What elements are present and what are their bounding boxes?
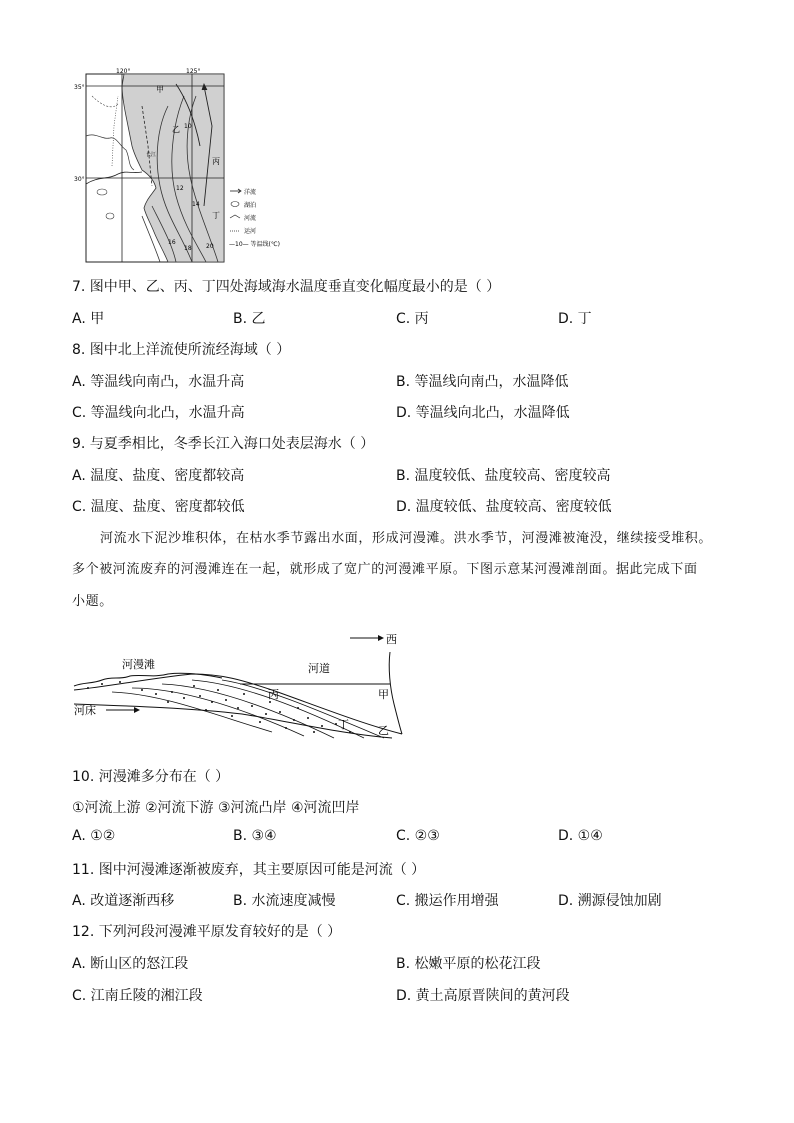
passage-line-3: 小题。 — [72, 594, 113, 609]
q7-option-b[interactable]: B. 乙 — [233, 311, 266, 327]
q9-option-a[interactable]: A. 温度、盐度、密度都较高 — [72, 468, 245, 484]
riverbed-label: 河床 — [74, 704, 96, 717]
lon-125-label: 125° — [186, 68, 201, 75]
legend-river: 河流 — [244, 215, 257, 222]
sea-map-svg — [72, 66, 280, 266]
floodplain-label: 河漫滩 — [122, 658, 155, 671]
legend-isotherm: —10— 等温线(℃) — [229, 241, 280, 248]
channel-label: 河道 — [308, 662, 330, 675]
question-11-stem: 11. 图中河漫滩逐渐被废弃，其主要原因可能是河流（ ） — [72, 862, 426, 878]
q9-option-b[interactable]: B. 温度较低、盐度较高、密度较高 — [396, 468, 611, 484]
q7-option-d[interactable]: D. 丁 — [558, 311, 592, 327]
q8-option-a[interactable]: A. 等温线向南凸，水温升高 — [72, 374, 245, 390]
question-10-stem: 10. 河漫滩多分布在（ ） — [72, 769, 230, 785]
q8-option-c[interactable]: C. 等温线向北凸，水温升高 — [72, 405, 245, 421]
q10-option-d[interactable]: D. ①④ — [558, 828, 603, 844]
legend-canal: 运河 — [244, 228, 257, 235]
q11-option-b[interactable]: B. 水流速度减慢 — [233, 893, 336, 909]
q9-option-d[interactable]: D. 温度较低、盐度较高、密度较低 — [396, 499, 612, 515]
iso-20-label: 20 — [206, 243, 214, 250]
lat-30-label: 30° — [74, 176, 85, 183]
q10-option-a[interactable]: A. ①② — [72, 828, 116, 844]
q11-option-a[interactable]: A. 改道逐渐西移 — [72, 893, 175, 909]
q9-option-c[interactable]: C. 温度、盐度、密度都较低 — [72, 499, 245, 515]
question-7-stem: 7. 图中甲、乙、丙、丁四处海域海水温度垂直变化幅度最小的是（ ） — [72, 279, 501, 295]
q10-option-c[interactable]: C. ②③ — [396, 828, 440, 844]
floodplain-section-svg — [72, 628, 412, 744]
q7-option-a[interactable]: A. 甲 — [72, 311, 105, 327]
q8-option-b[interactable]: B. 等温线向南凸，水温降低 — [396, 374, 569, 390]
lat-35-label: 35° — [74, 84, 85, 91]
legend-ocean-current: 洋流 — [244, 189, 257, 196]
q11-option-d[interactable]: D. 溯源侵蚀加剧 — [558, 893, 662, 909]
q10-option-b[interactable]: B. ③④ — [233, 828, 277, 844]
legend-lake: 湖泊 — [244, 202, 257, 209]
q11-option-c[interactable]: C. 搬运作用增强 — [396, 893, 499, 909]
section-ding-label: 丁 — [338, 718, 349, 731]
question-10-items: ①河流上游 ②河流下游 ③河流凸岸 ④河流凹岸 — [72, 800, 360, 816]
sea-map-figure — [72, 66, 280, 266]
q7-option-c[interactable]: C. 丙 — [396, 311, 429, 327]
q12-option-a[interactable]: A. 断山区的怒江段 — [72, 956, 189, 972]
q12-option-c[interactable]: C. 江南丘陵的湘江段 — [72, 988, 203, 1004]
q12-option-b[interactable]: B. 松嫩平原的松花江段 — [396, 956, 541, 972]
q8-option-d[interactable]: D. 等温线向北凸，水温降低 — [396, 405, 570, 421]
question-12-stem: 12. 下列河段河漫滩平原发育较好的是（ ） — [72, 924, 342, 940]
iso-16-label: 16 — [168, 239, 176, 246]
section-yi-label: 乙 — [378, 724, 389, 737]
section-bing-label: 丙 — [268, 688, 279, 701]
iso-10-label: 10 — [184, 123, 192, 130]
floodplain-section-figure — [72, 628, 412, 744]
q12-option-d[interactable]: D. 黄土高原晋陕间的黄河段 — [396, 988, 570, 1004]
sediment-dots — [87, 681, 351, 733]
map-yi-label: 乙 — [172, 125, 180, 134]
passage-line-2: 多个被河流废弃的河漫滩连在一起，就形成了宽广的河漫滩平原。下图示意某河漫滩剖面。据此完成下面 — [72, 562, 698, 577]
iso-12-label: 12 — [176, 185, 184, 192]
question-9-stem: 9. 与夏季相比，冬季长江入海口处表层海水（ ） — [72, 436, 375, 452]
section-jia-label: 甲 — [378, 688, 389, 701]
iso-18-label: 18 — [184, 245, 192, 252]
west-label: 西 — [386, 633, 397, 646]
map-river-label: 长江 — [146, 152, 157, 158]
map-ding-label: 丁 — [212, 211, 220, 220]
iso-14-label: 14 — [192, 201, 200, 208]
map-jia-label: 甲 — [156, 85, 164, 94]
passage-line-1: 河流水下泥沙堆积体，在枯水季节露出水面，形成河漫滩。洪水季节，河漫滩被淹没，继续接受堆积。 — [100, 531, 713, 546]
lon-120-label: 120° — [116, 68, 131, 75]
map-bing-label: 丙 — [212, 157, 220, 166]
question-8-stem: 8. 图中北上洋流使所流经海域（ ） — [72, 342, 291, 358]
